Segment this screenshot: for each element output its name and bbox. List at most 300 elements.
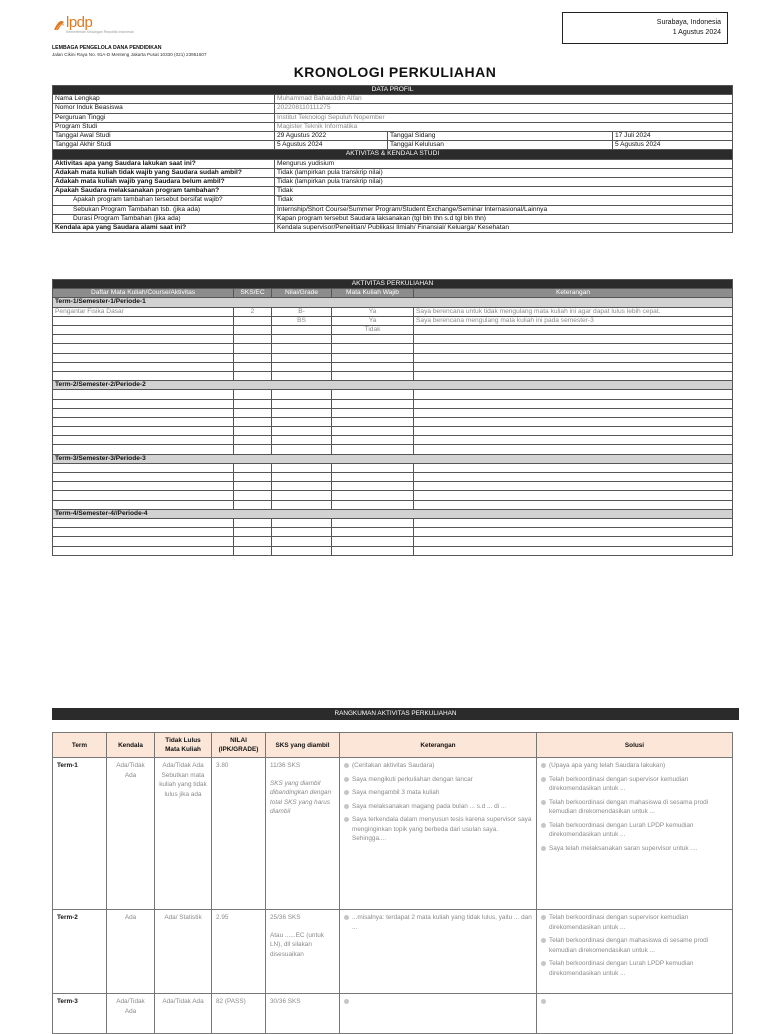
col-header: Nilai/Grade [272, 289, 332, 298]
end-value[interactable]: 5 Agustus 2024 [275, 141, 388, 150]
lulus-value[interactable]: 5 Agustus 2024 [613, 141, 733, 150]
section-aktivitas: AKTIVITAS & KENDALA STUDI [53, 150, 733, 159]
sks-cell[interactable] [234, 390, 272, 399]
sks-cell[interactable] [234, 399, 272, 408]
bullet-text: Telah berkoordinasi dengan mahasiswa di sesama prodi kemudian direkomendasikan untuk ... [549, 798, 709, 815]
sum-nilai-cell[interactable] [212, 910, 266, 994]
activity-row [53, 168, 733, 177]
course-table [52, 279, 733, 556]
sum-nilai: 2.95 [216, 914, 229, 921]
sum-nilai: 82 (PASS) [216, 998, 246, 1005]
course-name-cell[interactable] [53, 344, 234, 353]
bullet-item [541, 844, 728, 854]
sum-kendala-cell[interactable] [107, 994, 155, 1034]
course-row [53, 528, 733, 537]
bullet-dot-icon [344, 915, 349, 920]
wajib-cell[interactable]: Ya [332, 307, 414, 316]
keterangan-cell[interactable] [414, 500, 733, 509]
bullet-item [541, 775, 728, 794]
activity-label: Kendala apa yang Saudara alami saat ini? [53, 224, 275, 233]
course-row [53, 537, 733, 546]
bullet-text: Saya telah melaksanakan saran supervisor untuk .... [549, 844, 698, 852]
course-name-cell[interactable] [53, 436, 234, 445]
course-name-cell[interactable] [53, 537, 234, 546]
sks-cell[interactable] [234, 427, 272, 436]
course-row [53, 390, 733, 399]
grade-cell[interactable] [272, 482, 332, 491]
sks-cell[interactable] [234, 353, 272, 362]
activity-value[interactable]: Tidak (lampirkan pula transkrip nilai) [275, 178, 733, 187]
activity-row [53, 187, 733, 196]
sum-term: Term-1 [57, 762, 78, 769]
course-name-cell[interactable] [53, 473, 234, 482]
wajib-cell[interactable] [332, 436, 414, 445]
course-row [53, 326, 733, 335]
bullet-dot-icon [344, 804, 349, 809]
summary-row [53, 758, 733, 910]
sum-col-header: Tidak Lulus Mata Kuliah [155, 733, 212, 758]
grade-cell[interactable] [272, 500, 332, 509]
course-row [53, 316, 733, 325]
course-name-cell[interactable] [53, 491, 234, 500]
sks-cell[interactable] [234, 417, 272, 426]
sidang-value[interactable]: 17 Juli 2024 [613, 132, 733, 141]
course-row [53, 344, 733, 353]
keterangan-cell[interactable] [414, 528, 733, 537]
course-row [53, 353, 733, 362]
sks-cell[interactable] [234, 408, 272, 417]
sum-kendala-cell[interactable] [107, 758, 155, 910]
sum-col-header: Keterangan [340, 733, 537, 758]
bullet-text: ...misalnya: terdapat 2 mata kuliah yang tidak lulus, yaitu ... dan ... [352, 914, 532, 931]
sum-sks-main: 11/36 SKS [270, 762, 301, 769]
term-row [53, 298, 733, 307]
profile-value[interactable]: Institut Teknologi Sepuluh Nopember [275, 113, 733, 122]
sum-term: Term-3 [57, 998, 78, 1005]
bullet-item [344, 802, 532, 812]
sks-cell[interactable] [234, 344, 272, 353]
bullet-item [344, 761, 532, 771]
wajib-cell[interactable] [332, 362, 414, 371]
term-label: Term-1/Semester-1/Periode-1 [53, 298, 733, 307]
grade-cell[interactable] [272, 436, 332, 445]
bullet-item [541, 997, 728, 1004]
grade-cell[interactable] [272, 362, 332, 371]
bullet-dot-icon [541, 800, 546, 805]
sum-tidak-lulus-cell[interactable] [155, 910, 212, 994]
sum-sks-cell[interactable] [266, 994, 340, 1034]
sks-cell[interactable] [234, 500, 272, 509]
keterangan-cell[interactable] [414, 519, 733, 528]
sks-cell[interactable] [234, 519, 272, 528]
course-row [53, 500, 733, 509]
course-row [53, 482, 733, 491]
sum-tidak-lulus: Ada/Tidak Ada Sebutkan mata kuliah yang tidak lulus jika ada [159, 762, 207, 798]
wajib-cell[interactable] [332, 353, 414, 362]
grade-cell[interactable] [272, 326, 332, 335]
course-row [53, 408, 733, 417]
term-label: Term-2/Semester-2/Periode-2 [53, 381, 733, 390]
summary-row [53, 994, 733, 1034]
grade-cell[interactable]: B- [272, 307, 332, 316]
profile-table [52, 85, 733, 233]
keterangan-cell[interactable] [414, 546, 733, 555]
profile-value[interactable]: 202208110111275 [275, 104, 733, 113]
bullet-item [541, 913, 728, 932]
grade-cell[interactable] [272, 335, 332, 344]
keterangan-cell[interactable] [414, 371, 733, 380]
summary-row [53, 910, 733, 994]
bullet-item [541, 761, 728, 771]
sks-cell[interactable] [234, 491, 272, 500]
org-address: Jalan Cikini Raya No. 91A-D Menteng Jakarta Pusat 10330 (021) 23951607 [52, 52, 207, 57]
sks-cell[interactable] [234, 537, 272, 546]
course-name-cell[interactable] [53, 362, 234, 371]
grade-cell[interactable] [272, 344, 332, 353]
wajib-cell[interactable] [332, 519, 414, 528]
grade-cell[interactable] [272, 546, 332, 555]
bullet-item [344, 815, 532, 844]
col-header: Keterangan [414, 289, 733, 298]
term-row [53, 509, 733, 518]
bullet-item [344, 997, 532, 1004]
sks-cell[interactable] [234, 371, 272, 380]
activity-label: Adakah mata kuliah wajib yang Saudara belum ambil? [53, 178, 275, 187]
grade-cell[interactable] [272, 445, 332, 454]
term-label: Term-4/Semester-4//Periode-4 [53, 509, 733, 518]
keterangan-cell[interactable] [414, 326, 733, 335]
profile-label: Nama Lengkap [53, 95, 275, 104]
keterangan-cell[interactable]: Saya berencana untuk tidak mengulang mata kuliah ini agar dapat lulus lebih cepat. [414, 307, 733, 316]
wajib-cell[interactable] [332, 408, 414, 417]
sks-cell[interactable] [234, 482, 272, 491]
date-text: 1 Agustus 2024 [672, 29, 721, 36]
course-name-cell[interactable] [53, 445, 234, 454]
sum-nilai-cell[interactable] [212, 758, 266, 910]
sum-sks-cell[interactable] [266, 758, 340, 910]
course-name-cell[interactable] [53, 335, 234, 344]
bullet-item [541, 798, 728, 817]
activity-value[interactable]: Mengurus yudisium [275, 159, 733, 168]
activity-value[interactable]: Tidak (lampirkan pula transkrip nilai) [275, 168, 733, 177]
lpdp-logo [52, 16, 66, 32]
activity-label: Apakah Saudara melaksanakan program tambahan? [53, 187, 275, 196]
sum-term-cell [53, 910, 107, 994]
sks-cell[interactable] [234, 473, 272, 482]
keterangan-cell[interactable] [414, 436, 733, 445]
sum-tidak-lulus: Ada/Tidak Ada [162, 998, 204, 1005]
activity-row [53, 178, 733, 187]
course-name-cell[interactable] [53, 399, 234, 408]
grade-cell[interactable] [272, 353, 332, 362]
sks-cell[interactable] [234, 335, 272, 344]
activity-label: Apakah program tambahan tersebut bersifat wajib? [53, 196, 275, 205]
profile-label: Perguruan Tinggi [53, 113, 275, 122]
wajib-cell[interactable] [332, 399, 414, 408]
sum-keterangan-cell[interactable] [340, 910, 537, 994]
course-header-row [53, 289, 733, 298]
bullet-item [541, 936, 728, 955]
term-row [53, 454, 733, 463]
course-name-cell[interactable] [53, 408, 234, 417]
grade-cell[interactable] [272, 519, 332, 528]
activity-row [53, 214, 733, 223]
wajib-cell[interactable] [332, 371, 414, 380]
keterangan-cell[interactable] [414, 417, 733, 426]
date-box [562, 12, 728, 44]
bullet-text: Telah berkoordinasi dengan supervisor kemudian direkomendasikan untuk ... [549, 775, 689, 792]
course-name-cell[interactable] [53, 482, 234, 491]
bullet-text: Saya melaksanakan magang pada bulan ... s.d ... di ... [352, 802, 507, 810]
bullet-text: Saya mengambil 3 mata kuliah [352, 789, 440, 796]
bullet-dot-icon [541, 777, 546, 782]
profile-row [53, 113, 733, 122]
profile-label: Program Studi [53, 122, 275, 131]
grade-cell[interactable] [272, 371, 332, 380]
course-row [53, 546, 733, 555]
summary-header-row [53, 733, 733, 758]
profile-row [53, 141, 733, 150]
grade-cell[interactable] [272, 528, 332, 537]
term-row [53, 381, 733, 390]
course-name-cell[interactable] [53, 500, 234, 509]
sks-cell[interactable] [234, 326, 272, 335]
wajib-cell[interactable] [332, 537, 414, 546]
grade-cell[interactable] [272, 427, 332, 436]
wajib-cell[interactable] [332, 491, 414, 500]
sum-col-header: SKS yang diambil [266, 733, 340, 758]
section-data-profil: DATA PROFIL [53, 86, 733, 95]
sks-cell[interactable] [234, 528, 272, 537]
sum-keterangan-cell[interactable] [340, 758, 537, 910]
wajib-cell[interactable] [332, 390, 414, 399]
col-header: Daftar Mata Kuliah/Course/Aktivitas [53, 289, 234, 298]
course-row [53, 371, 733, 380]
course-row [53, 417, 733, 426]
keterangan-cell[interactable] [414, 491, 733, 500]
course-row [53, 473, 733, 482]
summary-table [52, 732, 733, 1034]
keterangan-cell[interactable] [414, 335, 733, 344]
profile-value[interactable]: Muhammad Bahauddin Alfan [275, 95, 733, 104]
bullet-text: Telah berkoordinasi dengan mahasiswa di sesame prodi kemudian direkomendasikan untuk ... [549, 937, 709, 954]
place-text: Surabaya, Indonesia [656, 19, 721, 26]
sum-tidak-lulus: Ada/ Statistik [164, 914, 202, 921]
course-row [53, 491, 733, 500]
bullet-text: Saya terkendala dalam menyusun tesis karena supervisor saya menginginkan topik yang berbeda dari usulan saya. Sehingga.... [352, 816, 532, 842]
col-header: Mata Kuliah Wajib [332, 289, 414, 298]
course-name-cell[interactable] [53, 546, 234, 555]
bullet-dot-icon [344, 777, 349, 782]
sum-col-header: Solusi [537, 733, 733, 758]
wajib-cell[interactable]: Tidak [332, 326, 414, 335]
activity-value[interactable]: Tidak [275, 187, 733, 196]
wajib-cell[interactable] [332, 335, 414, 344]
bullet-text: Saya mengikuti perkuliahan dengan lancar [352, 775, 473, 783]
sum-kendala: Ada [124, 914, 137, 921]
bullet-dot-icon [541, 823, 546, 828]
bullet-text: (Ceritakan aktivitas Saudara) [352, 762, 435, 769]
course-row [53, 436, 733, 445]
sum-col-header: Term [53, 733, 107, 758]
org-name: LEMBAGA PENGELOLA DANA PENDIDIKAN [52, 45, 162, 51]
activity-row [53, 224, 733, 233]
start-value[interactable]: 29 Agustus 2022 [275, 132, 388, 141]
course-name-cell[interactable] [53, 417, 234, 426]
wajib-cell[interactable]: Ya [332, 316, 414, 325]
sum-nilai: 3.80 [216, 762, 229, 769]
grade-cell[interactable]: BS [272, 316, 332, 325]
course-row [53, 427, 733, 436]
profile-row [53, 132, 733, 141]
keterangan-cell[interactable] [414, 473, 733, 482]
summary-section-title: RANGKUMAN AKTIVITAS PERKULIAHAN [52, 708, 739, 720]
sks-cell[interactable] [234, 546, 272, 555]
sum-solusi-cell[interactable] [537, 758, 733, 910]
activity-row [53, 205, 733, 214]
bullet-dot-icon [344, 999, 349, 1004]
wajib-cell[interactable] [332, 546, 414, 555]
activity-label: Aktivitas apa yang Saudara lakukan saat ini? [53, 159, 275, 168]
col-header: SKS/EC [234, 289, 272, 298]
activity-label: Adakah mata kuliah tidak wajib yang Saudara sudah ambil? [53, 168, 275, 177]
activity-value[interactable]: Kapan program tersebut Saudara laksanakan (tgl bln thn s.d tgl bln thn) [275, 214, 733, 223]
wajib-cell[interactable] [332, 463, 414, 472]
course-name-cell[interactable] [53, 427, 234, 436]
profile-value[interactable]: Magister Teknik Informatika [275, 122, 733, 131]
course-row [53, 307, 733, 316]
sum-term: Term-2 [57, 914, 78, 921]
grade-cell[interactable] [272, 399, 332, 408]
sks-cell[interactable] [234, 316, 272, 325]
start-label: Tanggal Awal Studi [53, 132, 275, 141]
sum-nilai-cell[interactable] [212, 994, 266, 1034]
bullet-dot-icon [344, 763, 349, 768]
end-label: Tanggal Akhir Studi [53, 141, 275, 150]
bullet-text: Telah berkoordinasi dengan Lurah LPDP kemudian direkomendasikan untuk ... [549, 960, 694, 977]
bullet-item [344, 913, 532, 932]
activity-label: Sebukan Program Tambahan tsb. (jika ada) [53, 205, 275, 214]
keterangan-cell[interactable] [414, 353, 733, 362]
keterangan-cell[interactable] [414, 427, 733, 436]
course-name-cell[interactable] [53, 316, 234, 325]
activity-value[interactable]: Kendala supervisor/Penelitian/ Publikasi Ilmiah/ Finansial/ Keluarga/ Kesehatan [275, 224, 733, 233]
sum-sks-note: SKS yang diambil dibandingkan dengan total SKS yang harus diambil [270, 779, 332, 815]
grade-cell[interactable] [272, 390, 332, 399]
bullet-item [344, 788, 532, 798]
wajib-cell[interactable] [332, 500, 414, 509]
sks-cell[interactable] [234, 362, 272, 371]
keterangan-cell[interactable] [414, 399, 733, 408]
sum-term-cell [53, 758, 107, 910]
course-row [53, 519, 733, 528]
grade-cell[interactable] [272, 408, 332, 417]
sum-col-header: NILAI (IPK/GRADE) [212, 733, 266, 758]
wajib-cell[interactable] [332, 427, 414, 436]
wajib-cell[interactable] [332, 473, 414, 482]
sks-cell[interactable]: 2 [234, 307, 272, 316]
bullet-dot-icon [344, 790, 349, 795]
sks-cell[interactable] [234, 445, 272, 454]
bullet-dot-icon [344, 817, 349, 822]
activity-value[interactable]: Internship/Short Course/Summer Program/Student Exchange/Seminar Internasional/Lainnya [275, 205, 733, 214]
keterangan-cell[interactable] [414, 408, 733, 417]
course-name-cell[interactable]: Pengantar Fisika Dasar [53, 307, 234, 316]
sum-term-cell [53, 994, 107, 1034]
course-name-cell[interactable] [53, 463, 234, 472]
course-row [53, 463, 733, 472]
term-label: Term-3/Semester-3/Periode-3 [53, 454, 733, 463]
sum-kendala: Ada/Tidak Ada [116, 762, 145, 779]
bullet-dot-icon [541, 961, 546, 966]
bullet-text: (Upaya apa yang telah Saudara lakukan) [549, 762, 666, 769]
sum-solusi-cell[interactable] [537, 994, 733, 1034]
activity-value[interactable]: Tidak [275, 196, 733, 205]
keterangan-cell[interactable] [414, 537, 733, 546]
sum-tidak-lulus-cell[interactable] [155, 758, 212, 910]
course-name-cell[interactable] [53, 326, 234, 335]
grade-cell[interactable] [272, 463, 332, 472]
bullet-item [344, 775, 532, 785]
wajib-cell[interactable] [332, 445, 414, 454]
activity-row [53, 159, 733, 168]
sks-cell[interactable] [234, 463, 272, 472]
sum-sks-main: 25/36 SKS [270, 914, 301, 921]
course-name-cell[interactable] [53, 390, 234, 399]
keterangan-cell[interactable] [414, 463, 733, 472]
sum-sks-note: Atau ......EC (untuk LN), dll silakan disesuaikan [270, 931, 324, 958]
bullet-dot-icon [541, 915, 546, 920]
course-name-cell[interactable] [53, 519, 234, 528]
bullet-dot-icon [541, 763, 546, 768]
logo-tagline: Kementerian Keuangan Republik Indonesia [66, 30, 134, 34]
grade-cell[interactable] [272, 473, 332, 482]
wajib-cell[interactable] [332, 528, 414, 537]
grade-cell[interactable] [272, 417, 332, 426]
sum-keterangan-cell[interactable] [340, 994, 537, 1034]
bullet-dot-icon [541, 999, 546, 1004]
keterangan-cell[interactable] [414, 344, 733, 353]
page-title: KRONOLOGI PERKULIAHAN [293, 64, 497, 80]
keterangan-cell[interactable] [414, 482, 733, 491]
bullet-text: Telah berkoordinasi dengan supervisor kemudian direkomendasikan untuk ... [549, 914, 689, 931]
logo-text: lpdp [66, 14, 93, 31]
grade-cell[interactable] [272, 491, 332, 500]
wajib-cell[interactable] [332, 344, 414, 353]
profile-row [53, 122, 733, 131]
sks-cell[interactable] [234, 436, 272, 445]
course-name-cell[interactable] [53, 353, 234, 362]
grade-cell[interactable] [272, 537, 332, 546]
sum-sks-cell[interactable] [266, 910, 340, 994]
sidang-label: Tanggal Sidang [388, 132, 613, 141]
sum-solusi-cell[interactable] [537, 910, 733, 994]
keterangan-cell[interactable]: Saya berencana mengulang mata kuliah ini pada semester-3 [414, 316, 733, 325]
sum-tidak-lulus-cell[interactable] [155, 994, 212, 1034]
sum-kendala-cell[interactable] [107, 910, 155, 994]
course-name-cell[interactable] [53, 528, 234, 537]
bullet-text: Telah berkoordinasi dengan Lurah LPDP kemudian direkomendasikan untuk ... [549, 821, 694, 838]
wajib-cell[interactable] [332, 482, 414, 491]
keterangan-cell[interactable] [414, 362, 733, 371]
keterangan-cell[interactable] [414, 445, 733, 454]
profile-row [53, 104, 733, 113]
keterangan-cell[interactable] [414, 390, 733, 399]
profile-row [53, 95, 733, 104]
wajib-cell[interactable] [332, 417, 414, 426]
profile-label: Nomor Induk Beasiswa [53, 104, 275, 113]
course-name-cell[interactable] [53, 371, 234, 380]
